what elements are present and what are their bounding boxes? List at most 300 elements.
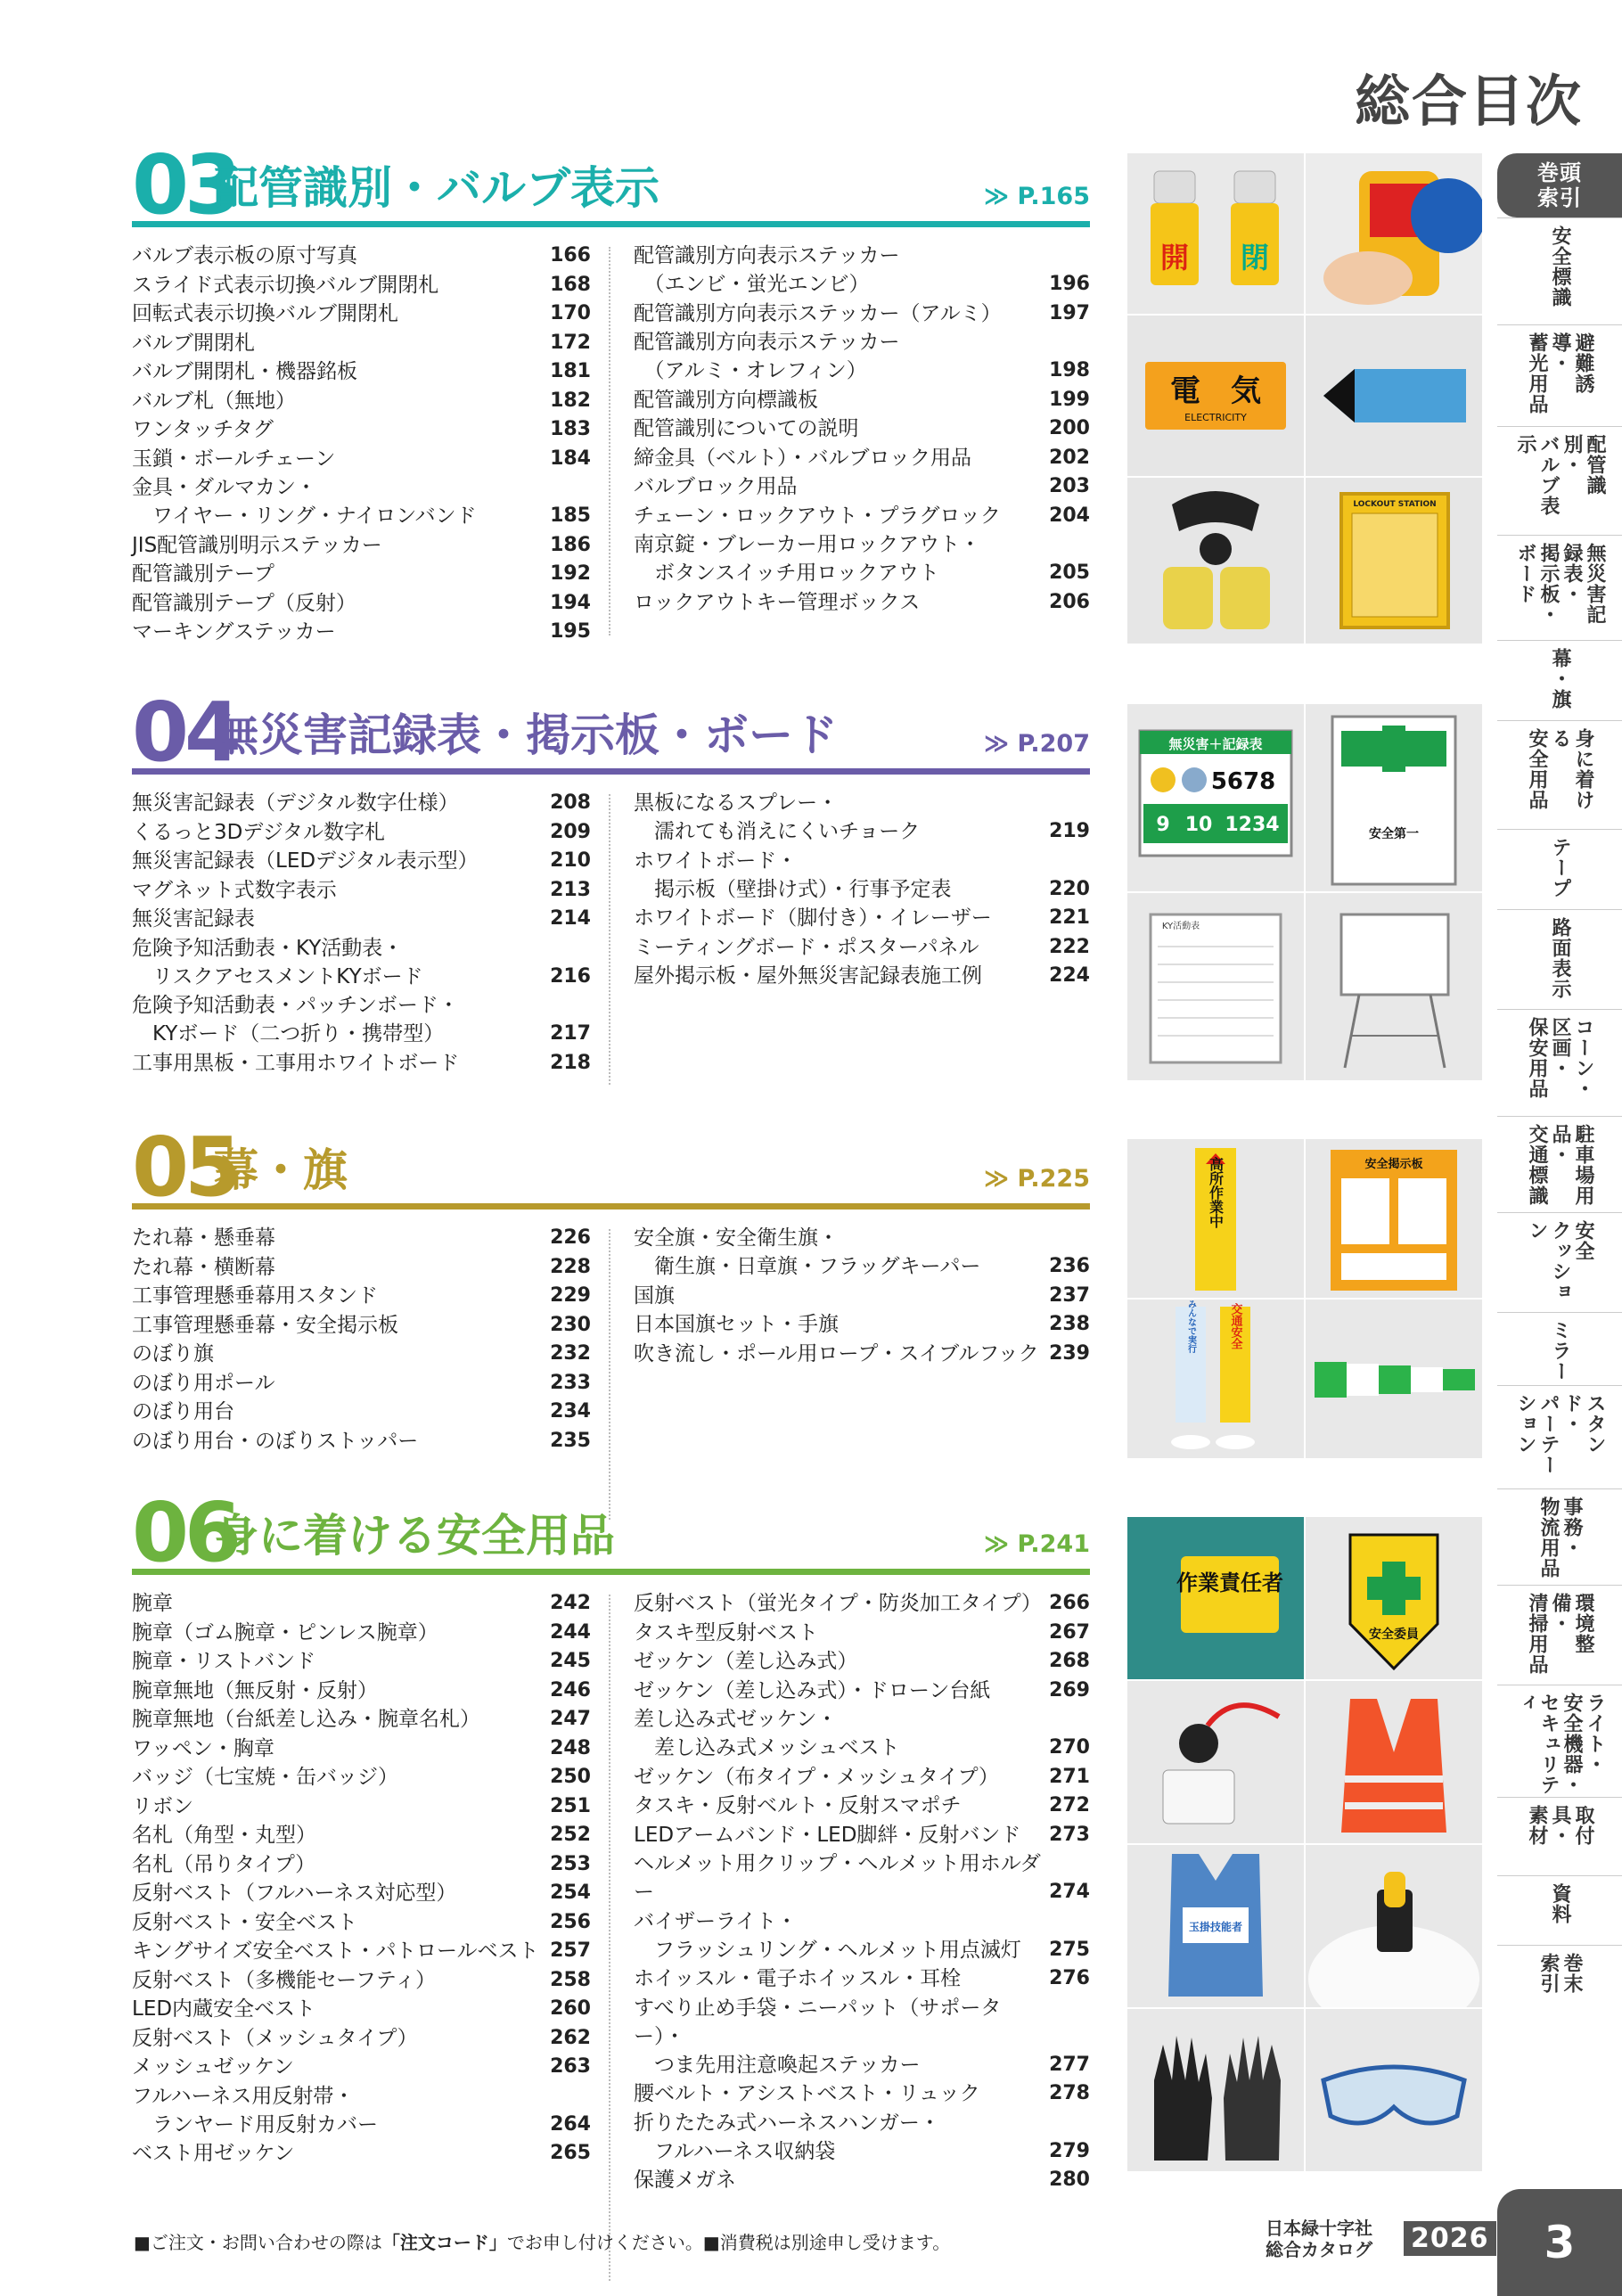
toc-entry-label: 危険予知活動表・KY活動表・ リスクアセスメントKYボード [132,936,423,988]
toc-entry-label: バルブロック用品 [634,475,798,498]
toc-entry[interactable] [634,1964,1090,1993]
toc-entry[interactable] [634,1907,1090,1964]
toc-entry-label: 腰ベルト・アシストベスト・リュック [634,2082,980,2105]
toc-entry[interactable] [132,1369,591,1398]
page-title: 総合目次 [1355,69,1584,134]
toc-entry-label: LEDアームバンド・LED脚絆・反射バンド [634,1823,1021,1847]
toc-entry-label: 名札（吊りタイプ） [132,1852,316,1876]
toc-entry[interactable] [132,1908,591,1937]
toc-entry[interactable] [634,789,1090,846]
toc-entry-label: 差し込み式ゼッケン・ 差し込み式メッシュベスト [634,1708,900,1759]
toc-entry[interactable] [634,530,1090,587]
toc-entry-label: 名札（角型・丸型） [132,1824,316,1847]
toc-entry-label: ゼッケン（差し込み式）・ドローン台紙 [634,1678,991,1702]
side-tab-label: 事務・ 物流用品 [1537,1496,1583,1578]
side-tab[interactable] [1497,909,1622,1009]
column-divider [609,794,610,1085]
toc-entry-page: 230 [550,1313,591,1336]
toc-entry-label: LED内蔵安全ベスト [132,1997,316,2021]
toc-entry[interactable] [634,414,1090,443]
toc-entry-label: バッジ（七宝焼・缶バッジ） [132,1766,398,1789]
toc-entry[interactable] [634,2109,1090,2166]
toc-entry-label: JIS配管識別明示ステッカー [132,533,382,557]
toc-entry[interactable] [132,1792,591,1821]
photo-valve-tags-open-close [1127,153,1304,314]
side-tab-label: 避難誘導・ 蓄光用品 [1526,332,1594,414]
side-tab-label: 安全標識 [1549,226,1571,308]
photo-grid-records [1127,704,1482,1080]
side-tab-label: コーン・区画・ 保安用品 [1526,1017,1594,1099]
toc-entry[interactable] [132,387,591,415]
toc-entry[interactable] [132,329,591,357]
toc-entry[interactable] [132,531,591,560]
section-page-link[interactable]: ≫ P.207 [983,730,1090,758]
toc-entry[interactable] [132,2053,591,2081]
side-tab[interactable] [1497,217,1622,324]
page-number: 3 [1497,2189,1622,2296]
toc-entry-page: 274 [1049,1881,1090,1903]
toc-entry-page: 181 [550,360,591,382]
toc-entry-label: 無災害記録表（LEDデジタル表示型） [132,849,479,873]
toc-entry-page: 272 [1049,1794,1090,1816]
toc-entry[interactable] [634,1282,1090,1310]
side-tab-label: 駐車場用品・ 交通標識 [1526,1124,1594,1206]
toc-entry-label: のぼり用ポール [132,1371,275,1395]
toc-entry[interactable] [132,847,591,875]
toc-entry-label: バイザーライト・ フラッシュリング・ヘルメット用点滅灯 [634,1909,1021,1962]
toc-entry-page: 199 [1049,388,1090,411]
toc-entry-label: すべり止め手袋・ニーパット（サポーター）・ つま先用注意喚起ステッカー [634,1996,1002,2077]
section-title: 無災害記録表・掲示板・ボード [214,709,838,761]
toc-entry[interactable] [132,357,591,386]
toc-entry-label: ホワイトボード・ 掲示板（壁掛け式）・行事予定表 [634,849,952,901]
toc-entry[interactable] [634,962,1090,990]
toc-entry[interactable] [634,1821,1090,1849]
toc-entry[interactable] [634,444,1090,472]
toc-entry-page: 258 [550,1968,591,1991]
toc-entry[interactable] [634,1589,1090,1618]
catalog-title: 総合カタログ [1266,2239,1372,2260]
catalog-name [1266,2218,1372,2260]
toc-entry-label: 吹き流し・ポール用ロープ・スイブルフック [634,1341,1039,1365]
toc-entry[interactable] [132,2139,591,2168]
photo-text: 安全第一 [1369,827,1419,841]
toc-column-right [634,789,1090,991]
photo-whiteboard-with-stand [1306,893,1482,1080]
section-number: 06 [132,1485,238,1580]
photo-text: 開 [1159,241,1190,275]
toc-entry-label: 工事管理懸垂幕・安全掲示板 [132,1313,398,1337]
toc-entry-label: 配管識別テープ（反射） [132,591,356,615]
photo-id-badge-reel-holder [1127,1681,1304,1843]
toc-entry-page: 186 [550,533,591,556]
photo-safety-notice-board [1306,1139,1482,1298]
side-tab[interactable] [1497,720,1622,829]
toc-entry-page: 271 [1049,1765,1090,1788]
toc-entry-label: 腕章・リストバンド [132,1650,316,1673]
toc-entry-page: 216 [550,964,591,988]
toc-entry[interactable] [132,1049,591,1078]
toc-entry[interactable] [132,242,591,270]
toc-entry-label: バルブ開閉札・機器銘板 [132,360,357,383]
toc-entry[interactable] [132,991,591,1048]
toc-entry-page: 195 [550,620,591,643]
toc-entry-label: キングサイズ安全ベスト・パトロールベスト [132,1939,539,1963]
photo-text: 作業責任者 [1176,1570,1283,1595]
toc-column-right [634,1224,1090,1368]
toc-entry-page: 268 [1049,1650,1090,1672]
toc-entry-page: 204 [1049,504,1090,527]
side-tab-label: 身に着ける 安全用品 [1526,728,1594,810]
toc-entry[interactable] [132,1705,591,1734]
photo-grid-piping [1127,153,1482,644]
toc-entry-label: ベスト用ゼッケン [132,2142,295,2165]
toc-entry-page: 202 [1049,446,1090,469]
toc-entry-label: 配管識別方向表示ステッカー（アルミ） [634,301,1002,325]
toc-entry-page: 262 [550,2026,591,2049]
toc-entry-label: 南京錠・ブレーカー用ロックアウト・ ボタンスイッチ用ロックアウト [634,533,981,585]
toc-entry-label: 配管識別についての説明 [634,417,859,440]
toc-entry[interactable] [132,1311,591,1340]
toc-entry[interactable] [132,1879,591,1907]
photo-text: ELECTRICITY [1184,412,1247,423]
toc-entry-label: 国旗 [634,1283,675,1308]
toc-entry[interactable] [132,445,591,473]
photo-grid-banners [1127,1139,1482,1458]
toc-entry-label: のぼり用台 [132,1400,234,1423]
toc-entry-label: 配管識別方向表示ステッカー （アルミ・オレフィン） [634,331,900,382]
photo-text: 5678 [1210,768,1276,795]
toc-entry[interactable] [634,588,1090,617]
toc-entry-label: 腕章無地（台紙差し込み・腕章名札） [132,1708,480,1731]
toc-entry-page: 206 [1049,590,1090,613]
toc-entry-page: 226 [550,1226,591,1249]
toc-entry-page: 245 [550,1650,591,1672]
photo-armband-on-sleeve [1127,1517,1304,1679]
toc-entry-page: 267 [1049,1620,1090,1644]
section-entries [132,227,1090,643]
toc-entry-label: たれ幕・懸垂幕 [132,1226,275,1250]
toc-entry[interactable] [634,1849,1090,1906]
toc-entry-label: 日本国旗セット・手旗 [634,1313,839,1336]
side-tab-label: 幕・旗 [1549,648,1571,709]
photo-nobori-flags-on-stands [1127,1300,1304,1458]
photo-mesh-bib-vest [1127,1845,1304,2007]
toc-entry-page: 172 [550,331,591,354]
photo-text: 電 気 [1170,373,1261,409]
toc-entry-page: 278 [1049,2082,1090,2104]
toc-entry-page: 248 [550,1736,591,1759]
toc-entry-page: 232 [550,1342,591,1365]
photo-windsock [1306,1300,1482,1458]
toc-entry[interactable] [132,1340,591,1368]
toc-entry-label: 反射ベスト（フルハーネス対応型） [132,1882,457,1905]
photo-lockout-station-cabinet [1306,478,1482,644]
side-tab-label: ミラー [1549,1320,1571,1382]
toc-entry-page: 203 [1049,475,1090,497]
side-tab[interactable] [1497,1116,1622,1212]
photo-green-cross-record-board [1306,704,1482,891]
toc-entry[interactable] [132,1821,591,1849]
section-title: 身に着ける安全用品 [214,1510,615,1562]
column-divider [609,1595,610,2281]
toc-entry[interactable] [634,242,1090,299]
toc-entry[interactable] [634,299,1090,328]
toc-entry[interactable] [634,1677,1090,1705]
toc-entry-page: 237 [1049,1283,1090,1307]
toc-entry-label: 金具・ダルマカン・ ワイヤー・リング・ナイロンバンド [132,476,477,528]
section-piping [132,132,1090,643]
toc-entry-page: 275 [1049,1938,1090,1961]
toc-entry-page: 277 [1049,2053,1090,2076]
toc-entry-page: 198 [1049,359,1090,381]
toc-entry[interactable] [132,905,591,933]
toc-entry[interactable] [132,1734,591,1763]
catalog-company: 日本緑十字社 [1266,2218,1372,2239]
toc-entry-page: 263 [550,2055,591,2078]
photo-text: 閉 [1240,241,1270,275]
toc-entry-page: 192 [550,562,591,585]
toc-entry-label: 反射ベスト（メッシュタイプ） [132,2026,418,2050]
toc-entry-page: 209 [550,820,591,843]
toc-entry[interactable] [132,473,591,530]
toc-entry-label: ホワイトボード（脚付き）・イレーザー [634,906,992,930]
toc-entry-label: バルブ開閉札 [132,331,255,355]
toc-entry[interactable] [634,904,1090,932]
side-tab[interactable] [1497,829,1622,909]
toc-entry-label: ミーティングボード・ポスターパネル [634,935,979,959]
toc-entry[interactable] [132,1966,591,1995]
toc-entry-page: 236 [1049,1255,1090,1277]
toc-entry-label: 反射ベスト（多機能セーフティ） [132,1968,437,1992]
toc-entry-page: 228 [550,1255,591,1278]
toc-entry[interactable] [634,847,1090,904]
photo-text: 安全掲示板 [1364,1158,1423,1171]
column-divider [609,247,610,636]
toc-entry-label: リボン [132,1794,193,1818]
toc-entry[interactable] [132,934,591,991]
side-tab[interactable] [1497,1212,1622,1312]
side-tab[interactable] [1497,426,1622,535]
toc-entry-page: 257 [550,1939,591,1962]
toc-entry-label: 配管識別テープ [132,562,274,586]
side-tab-label: 無災害記録表・ 掲示板・ ボード [1514,543,1606,625]
toc-entry-page: 233 [550,1371,591,1394]
footer-note-post: でお申し付けください。■消費税は別途申し受けます。 [506,2232,951,2253]
toc-entry[interactable] [634,1310,1090,1339]
toc-entry-page: 210 [550,849,591,872]
photo-grid-wearables [1127,1517,1482,2171]
section-number: 05 [132,1119,238,1215]
toc-entry[interactable] [132,1282,591,1310]
toc-entry-page: 250 [550,1766,591,1788]
side-tab[interactable] [1497,1312,1622,1385]
toc-entry[interactable] [132,560,591,588]
toc-entry[interactable] [132,589,591,618]
side-tab[interactable] [1497,1797,1622,1875]
section-wearable-safety [132,1480,1090,2288]
section-page-link[interactable]: ≫ P.165 [983,183,1090,210]
photo-safety-committee-pennant [1306,1517,1482,1679]
toc-entry[interactable] [132,1995,591,2023]
toc-entry[interactable] [634,2079,1090,2108]
toc-entry-label: 工事管理懸垂幕用スタンド [132,1284,378,1308]
toc-entry[interactable] [634,1994,1090,2079]
toc-entry[interactable] [132,271,591,299]
toc-entry-page: 221 [1049,906,1090,929]
toc-column-left [132,1589,591,2169]
toc-entry[interactable] [132,1850,591,1879]
section-page-link[interactable]: ≫ P.241 [983,1530,1090,1558]
side-tab[interactable] [1497,1385,1622,1488]
toc-entry[interactable] [634,1340,1090,1368]
toc-entry[interactable] [634,1619,1090,1647]
section-page-link[interactable]: ≫ P.225 [983,1165,1090,1193]
side-tab[interactable] [1497,640,1622,720]
side-tab[interactable] [1497,1488,1622,1585]
toc-entry-label: マーキングステッカー [132,620,336,644]
column-divider [609,1229,610,1520]
photo-text: LOCKOUT STATION [1353,500,1437,509]
toc-entry-page: 252 [550,1824,591,1846]
toc-entry[interactable] [132,618,591,646]
section-title: 幕・旗 [214,1144,348,1196]
toc-entry-page: 170 [550,302,591,324]
toc-entry-label: くるっと3Dデジタル数字札 [132,820,385,844]
side-tab-label: 巻頭 索引 [1537,160,1582,210]
side-tab[interactable] [1497,1875,1622,1945]
toc-entry-label: タスキ型反射ベスト [634,1620,818,1644]
photo-reflective-safety-vest [1306,1681,1482,1843]
photo-helmet-clip-holder [1306,1845,1482,2007]
side-tab[interactable] [1497,1585,1622,1685]
toc-entry-label: タスキ・反射ベルト・反射スマポチ [634,1794,962,1817]
photo-anti-slip-gloves [1127,2009,1304,2171]
toc-entry-label: 配管識別方向表示ステッカー （エンビ・蛍光エンビ） [634,244,900,296]
toc-entry[interactable] [132,1619,591,1647]
section-entries [132,1575,1090,2288]
side-tab-label: 取付具・ 素材 [1526,1805,1594,1846]
toc-entry[interactable] [132,1589,591,1618]
toc-entry-label: バルブ表示板の原寸写真 [132,244,357,267]
toc-entry-label: 玉鎖・ボールチェーン [132,447,336,471]
photo-text: 1234 [1225,814,1280,836]
toc-entry-label: 配管識別方向標識板 [634,388,818,412]
toc-entry-label: 反射ベスト・安全ベスト [132,1910,357,1934]
photo-text: 10 [1184,814,1213,836]
toc-entry[interactable] [132,415,591,444]
toc-entry-page: 224 [1049,964,1090,987]
toc-entry[interactable] [132,1253,591,1282]
section-header [132,1480,1090,1580]
toc-entry[interactable] [132,1677,591,1705]
toc-entry-page: 256 [550,1910,591,1933]
photo-text: 9 [1156,814,1170,836]
toc-entry-page: 280 [1049,2169,1090,2191]
toc-entry-label: 腕章 [132,1592,173,1615]
toc-entry-page: 168 [550,273,591,296]
section-title: 配管識別・バルブ表示 [214,162,659,214]
toc-entry[interactable] [132,2024,591,2053]
side-tab[interactable] [1497,535,1622,640]
toc-entry[interactable] [634,328,1090,385]
toc-entry-page: 253 [550,1852,591,1875]
toc-entry[interactable] [132,789,591,817]
toc-entry[interactable] [634,1224,1090,1281]
footer-note [134,2228,950,2254]
toc-entry-label: 腕章無地（無反射・反射） [132,1678,378,1702]
section-header [132,1114,1090,1215]
side-tab[interactable] [1497,1009,1622,1116]
toc-entry-label: マグネット式数字表示 [132,878,337,902]
toc-entry-label: ホイッスル・電子ホイッスル・耳栓 [634,1967,962,1990]
toc-entry[interactable] [132,2082,591,2139]
toc-entry-page: 194 [550,591,591,614]
toc-entry[interactable] [634,1647,1090,1676]
photo-safety-glasses [1306,2009,1482,2171]
toc-entry[interactable] [132,299,591,328]
toc-entry-label: 危険予知活動表・パッチンボード・ KYボード（二つ折り・携帯型） [132,994,459,1046]
toc-entry[interactable] [132,818,591,847]
photo-text: 安全委員 [1369,1628,1419,1642]
toc-column-left [132,1224,591,1456]
toc-entry-page: 246 [550,1678,591,1702]
toc-entry[interactable] [634,472,1090,501]
toc-entry-page: 239 [1049,1341,1090,1365]
toc-entry[interactable] [132,1427,591,1456]
toc-entry[interactable] [634,1792,1090,1820]
toc-entry[interactable] [132,876,591,905]
section-entries [132,775,1090,1092]
toc-entry[interactable] [132,1937,591,1965]
toc-entry-page: 197 [1049,301,1090,324]
toc-entry[interactable] [132,1647,591,1676]
toc-entry-label: ワンタッチタグ [132,418,274,441]
toc-entry[interactable] [132,1398,591,1426]
photo-pipe-direction-arrow-sticker [1306,316,1482,476]
side-tab[interactable] [1497,1945,1622,2016]
toc-entry-label: 腕章（ゴム腕章・ピンレス腕章） [132,1620,438,1644]
toc-entry-page: 217 [550,1022,591,1045]
toc-entry[interactable] [634,2166,1090,2194]
toc-entry-page: 183 [550,418,591,440]
side-tab[interactable] [1497,153,1622,217]
side-tab[interactable] [1497,1685,1622,1797]
side-tab-label: テープ [1549,837,1571,898]
toc-entry-page: 229 [550,1284,591,1307]
toc-entry[interactable] [634,386,1090,414]
toc-entry-label: 反射ベスト（蛍光タイプ・防炎加工タイプ） [634,1592,1042,1615]
toc-entry[interactable] [634,933,1090,962]
toc-entry[interactable] [634,1705,1090,1762]
side-tab[interactable] [1497,324,1622,426]
toc-entry-page: 270 [1049,1736,1090,1759]
toc-entry-label: のぼり旗 [132,1342,214,1365]
toc-entry[interactable] [132,1224,591,1252]
photo-text: 交通安全 [1228,1303,1242,1349]
toc-entry-label: ゼッケン（差し込み式） [634,1650,858,1673]
toc-entry[interactable] [634,1763,1090,1792]
toc-column-right [634,1589,1090,2195]
toc-entry[interactable] [132,1763,591,1792]
toc-entry[interactable] [634,502,1090,530]
toc-entry-page: 234 [550,1400,591,1423]
photo-text: 高所作業中 [1207,1157,1225,1228]
toc-entry-label: たれ幕・横断幕 [132,1255,275,1279]
toc-entry-page: 247 [550,1708,591,1730]
toc-entry-page: 260 [550,1997,591,2020]
toc-column-left [132,242,591,647]
